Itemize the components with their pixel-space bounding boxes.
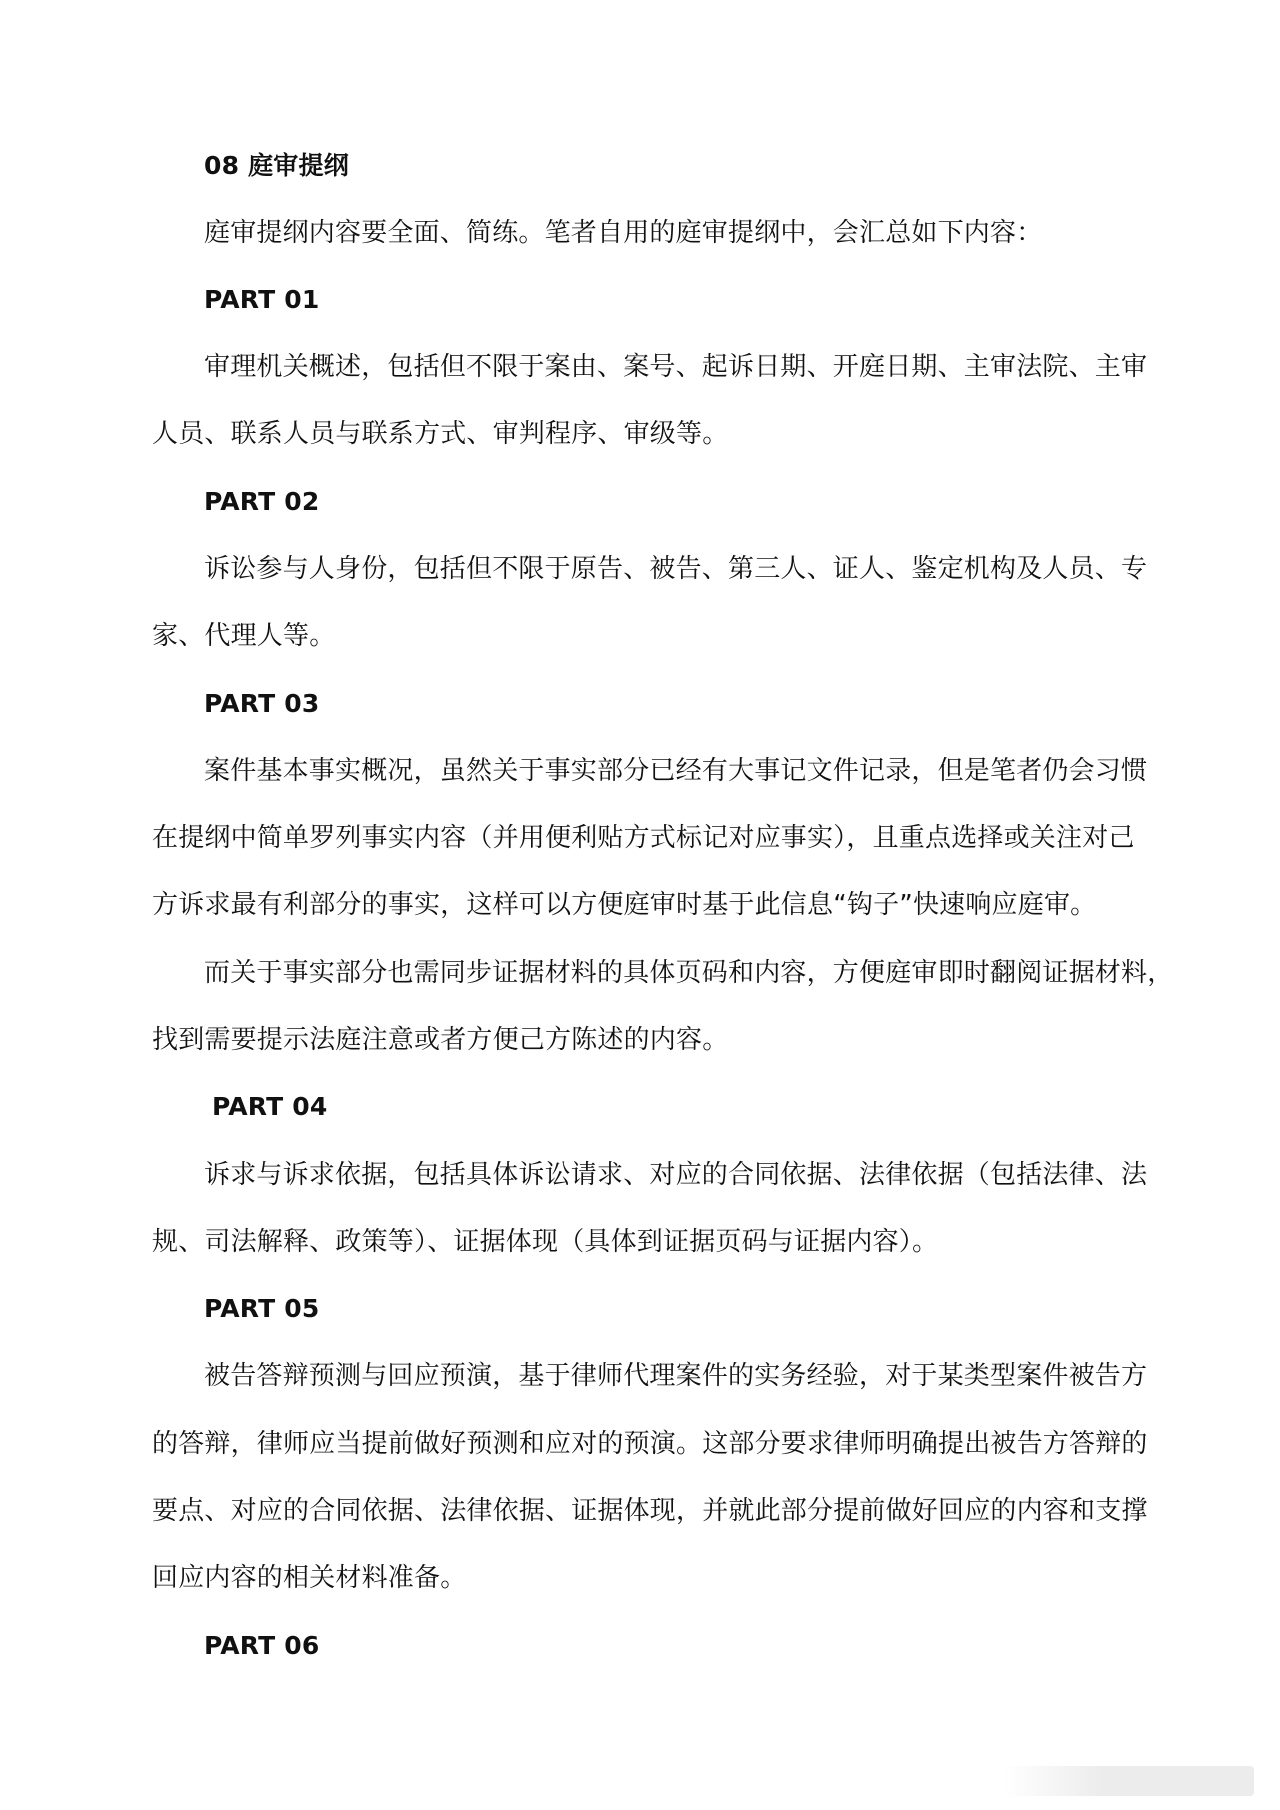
part-05-heading: PART 05 bbox=[204, 1294, 320, 1323]
part-03-line-3: 方诉求最有利部分的事实，这样可以方便庭审时基于此信息“钩子”快速响应庭审。 bbox=[152, 890, 1097, 920]
part-01-line-2: 人员、联系人员与联系方式、审判程序、审级等。 bbox=[152, 419, 729, 449]
part-04-line-2: 规、司法解释、政策等）、证据体现（具体到证据页码与证据内容）。 bbox=[152, 1227, 939, 1257]
part-05-line-1: 被告答辩预测与回应预演，基于律师代理案件的实务经验，对于某类型案件被告方 bbox=[204, 1361, 1148, 1391]
part-03-line-4: 而关于事实部分也需同步证据材料的具体页码和内容，方便庭审即时翻阅证据材料， bbox=[204, 958, 1174, 988]
part-06-heading: PART 06 bbox=[204, 1631, 320, 1660]
part-03-line-1: 案件基本事实概况，虽然关于事实部分已经有大事记文件记录，但是笔者仍会习惯 bbox=[204, 756, 1148, 786]
part-03-heading: PART 03 bbox=[204, 689, 320, 718]
section-title: 08 庭审提纲 bbox=[204, 151, 349, 180]
part-05-line-4: 回应内容的相关材料准备。 bbox=[152, 1563, 467, 1593]
part-02-line-1: 诉讼参与人身份，包括但不限于原告、被告、第三人、证人、鉴定机构及人员、专 bbox=[204, 554, 1148, 584]
part-04-line-1: 诉求与诉求依据，包括具体诉讼请求、对应的合同依据、法律依据（包括法律、法 bbox=[204, 1160, 1148, 1190]
part-03-line-5: 找到需要提示法庭注意或者方便己方陈述的内容。 bbox=[152, 1025, 729, 1055]
part-05-line-2: 的答辩，律师应当提前做好预测和应对的预演。这部分要求律师明确提出被告方答辩的 bbox=[152, 1429, 1148, 1459]
part-03-line-2: 在提纲中简单罗列事实内容（并用便利贴方式标记对应事实），且重点选择或关注对己 bbox=[152, 823, 1135, 853]
part-01-heading: PART 01 bbox=[204, 285, 320, 314]
part-05-line-3: 要点、对应的合同依据、法律依据、证据体现，并就此部分提前做好回应的内容和支撑 bbox=[152, 1496, 1148, 1526]
part-02-line-2: 家、代理人等。 bbox=[152, 621, 336, 651]
watermark-strip bbox=[1004, 1766, 1254, 1796]
part-02-heading: PART 02 bbox=[204, 487, 320, 516]
part-04-heading: PART 04 bbox=[212, 1092, 328, 1121]
intro-paragraph: 庭审提纲内容要全面、简练。笔者自用的庭审提纲中，会汇总如下内容： bbox=[204, 218, 1043, 248]
part-01-line-1: 审理机关概述，包括但不限于案由、案号、起诉日期、开庭日期、主审法院、主审 bbox=[204, 352, 1148, 382]
